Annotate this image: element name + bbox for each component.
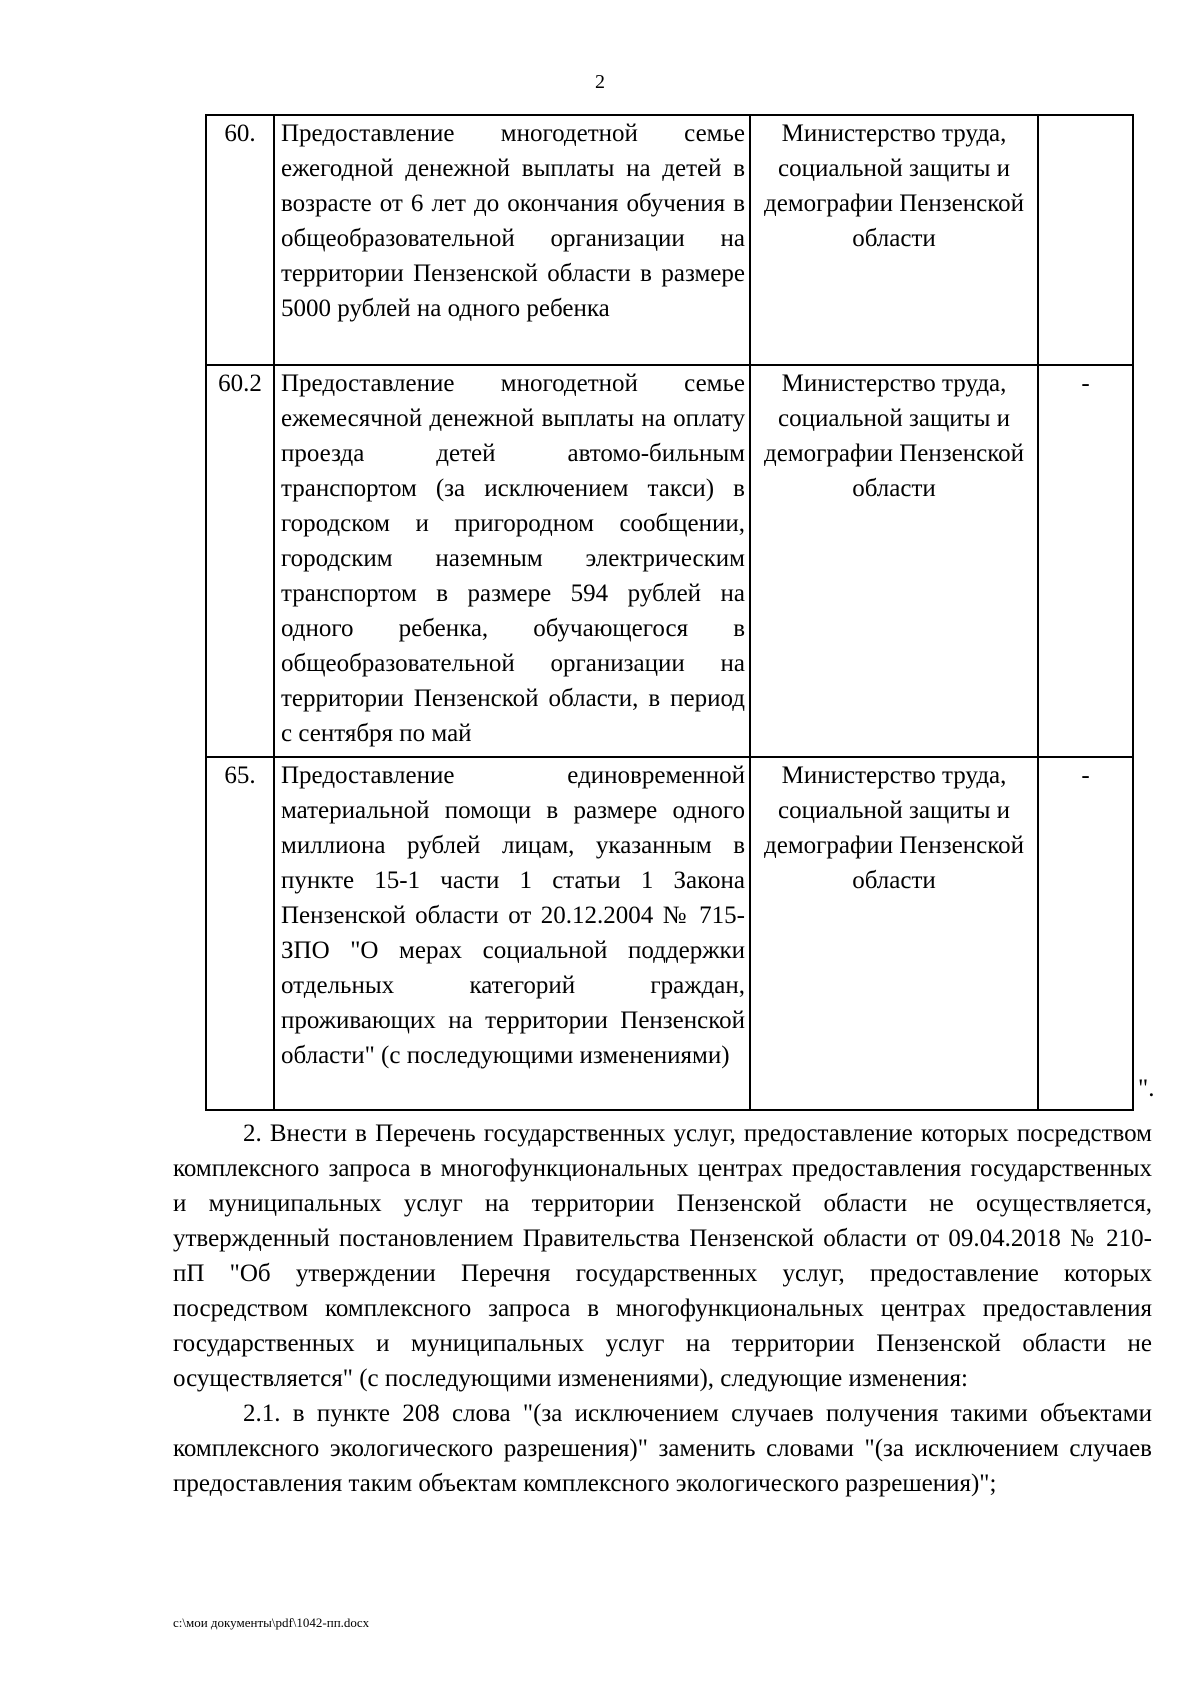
row-number: 60. [206, 115, 274, 365]
footer-file-path: c:\мои документы\pdf\1042-пп.docx [173, 1615, 370, 1630]
extra-column-value: - [1038, 757, 1133, 1110]
service-description: Предоставление многодетной семье ежемесячной денежной выплаты на оплату проезда детей автомо-бильным транспортом (за исключением такси) в городском и пригородном сообщении, городским наземным электрическим транспортом в размере 594 рублей на одного ребенка, обучающегося в общеобразовательной организации на территории Пензенской области, в период с сентября по май [274, 365, 750, 757]
table-row [206, 757, 1133, 1110]
paragraph-item-2-1: 2.1. в пункте 208 слова "(за исключением случаев получения такими объектами комплексного экологического разрешения)" заменить словами "(за исключением случаев предоставления таким объектам комплексного экологического разрешения)"; [173, 1400, 1152, 1497]
page-number: 2 [595, 71, 605, 93]
responsible-organization: Министерство труда, социальной защиты и демографии Пензенской области [750, 115, 1038, 365]
service-description: Предоставление единовременной материальной помощи в размере одного миллиона рублей лицам, указанным в пункте 15-1 части 1 статьи 1 Закона Пензенской области от 20.12.2004 № 715-ЗПО "О мерах социальной поддержки отдельных категорий граждан, проживающих на территории Пензенской области" (с последующими изменениями) [274, 757, 750, 1110]
document-body [173, 1116, 1152, 1501]
table-row [206, 365, 1133, 757]
responsible-organization: Министерство труда, социальной защиты и демографии Пензенской области [750, 365, 1038, 757]
extra-column-value [1038, 115, 1133, 365]
table-row [206, 115, 1133, 365]
services-table [205, 114, 1134, 1111]
row-number: 60.2 [206, 365, 274, 757]
extra-column-value: - [1038, 365, 1133, 757]
service-description: Предоставление многодетной семье ежегодной денежной выплаты на детей в возрасте от 6 лет до окончания обучения в общеобразовательной организации на территории Пензенской области в размере 5000 рублей на одного ребенка [274, 115, 750, 365]
responsible-organization: Министерство труда, социальной защиты и демографии Пензенской области [750, 757, 1038, 1110]
closing-quote: ". [1138, 1075, 1155, 1102]
row-number: 65. [206, 757, 274, 1110]
paragraph-item-2: 2. Внести в Перечень государственных услуг, предоставление которых посредством комплексного запроса в многофункциональных центрах предоставления государственных и муниципальных услуг на территории Пензенской области не осуществляется, утвержденный постановлением Правительства Пензенской области от 09.04.2018 № 210-пП "Об утверждении Перечня государственных услуг, предоставление которых посредством комплексного запроса в многофункциональных центрах предоставления государственных и муниципальных услуг на территории Пензенской области не осуществляется" (с последующими изменениями), следующие изменения: [173, 1120, 1152, 1392]
